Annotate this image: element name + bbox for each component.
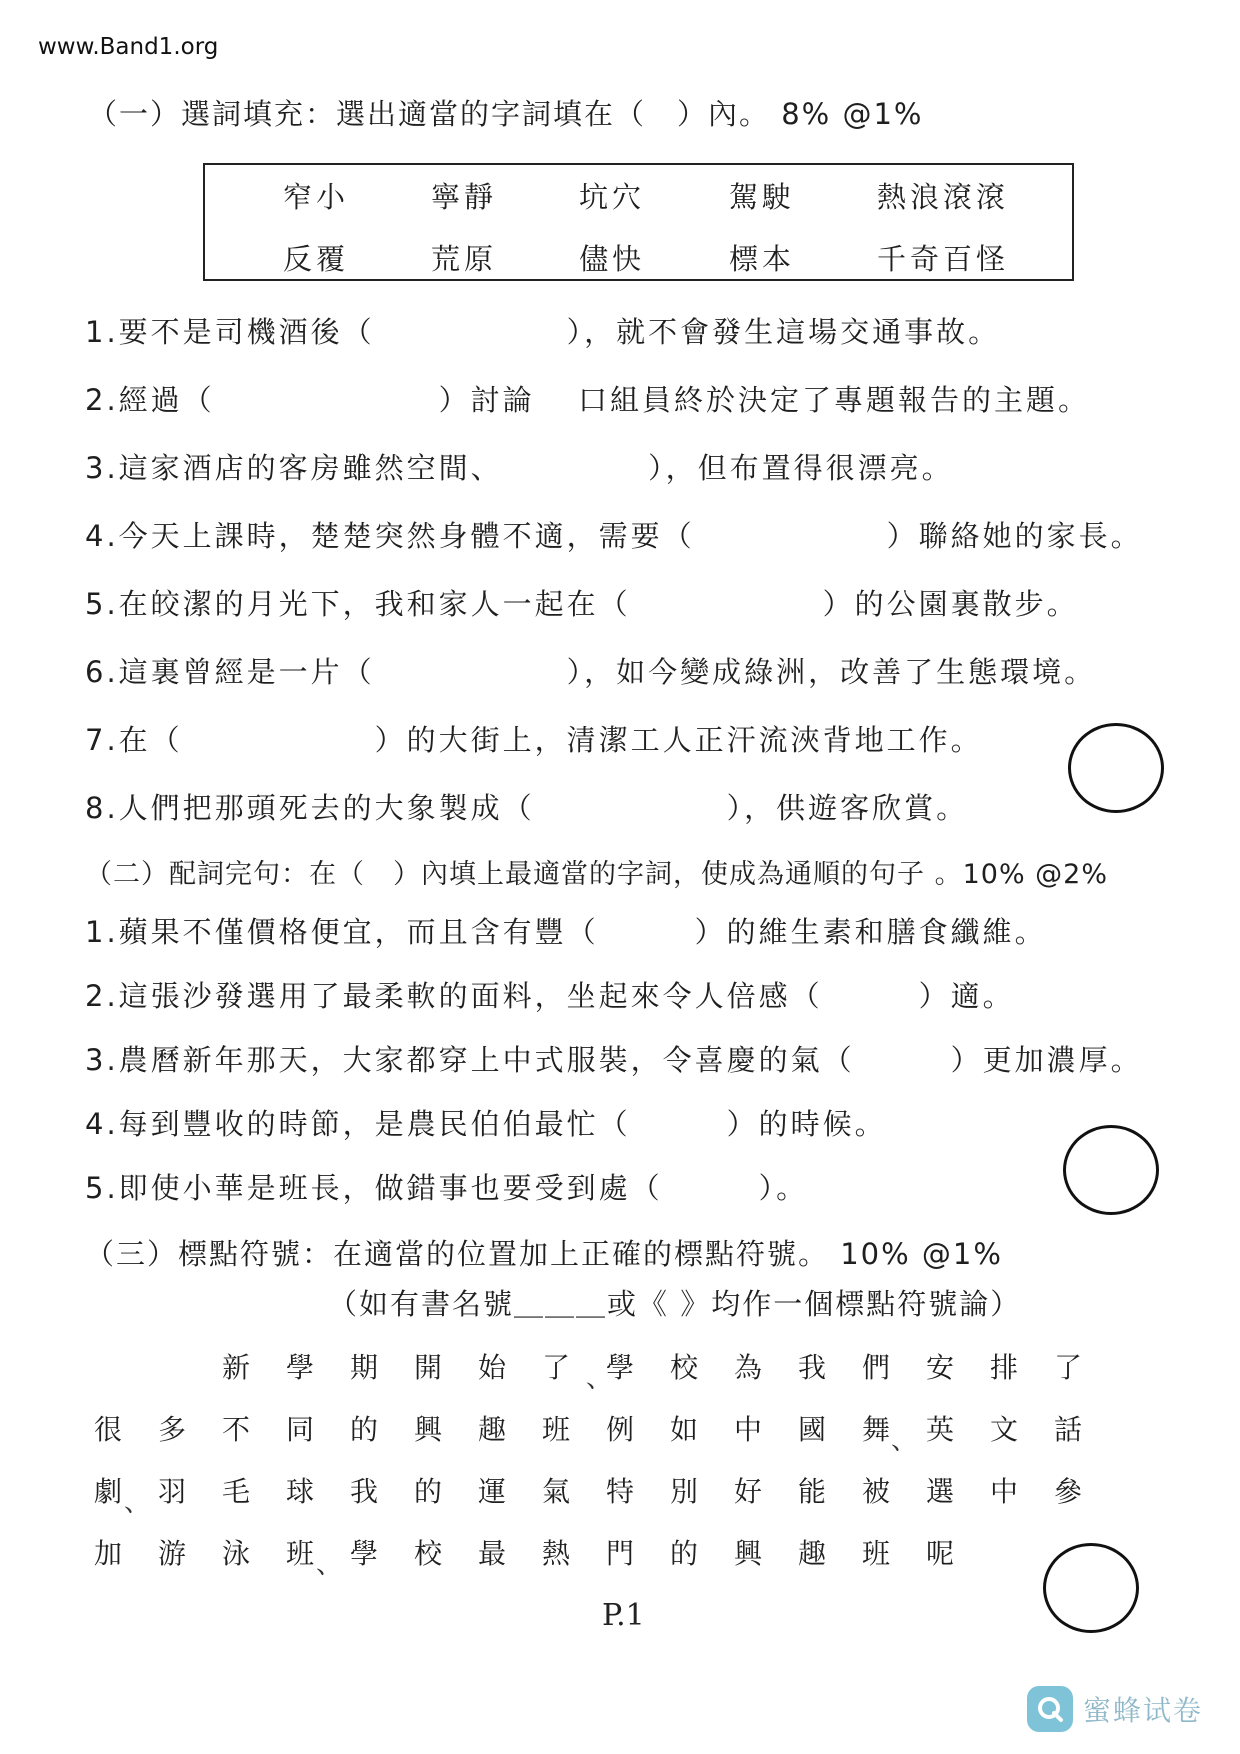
grid-char: 學 (349, 1537, 378, 1570)
word-bank-item: 反覆 (283, 242, 350, 276)
word-bank-item: 窄小 (283, 180, 350, 214)
s1-question-2-tail: 口組員終於決定了專題報告的主題。 (578, 383, 1091, 417)
s2-question-5: 5.即使小華是班長，做錯事也要受到處（ ）。 (85, 1171, 809, 1205)
punctuation-row (88, 1470, 1088, 1518)
grid-char: 始 (477, 1351, 506, 1384)
grid-char: 英 (925, 1413, 954, 1446)
grid-char: 呢 (925, 1537, 954, 1570)
grid-char: 為 (733, 1351, 762, 1384)
grid-char: 開 (413, 1351, 442, 1384)
grid-char: 中 (989, 1475, 1018, 1508)
grid-char: 班 (861, 1537, 890, 1570)
grid-char: 了 (541, 1351, 570, 1384)
grid-char: 文 (989, 1413, 1018, 1446)
word-bank-item: 儘快 (579, 242, 646, 276)
s2-question-4: 4.每到豐收的時節，是農民伯伯最忙（ ）的時候。 (85, 1107, 887, 1141)
grid-char: 排 (989, 1351, 1018, 1384)
grid-char: 門 (605, 1537, 634, 1570)
word-bank-item: 熱浪滾滾 (877, 180, 1010, 214)
word-bank-item: 千奇百怪 (877, 242, 1010, 276)
grid-char: 興 (413, 1413, 442, 1446)
grid-char: 的 (413, 1475, 442, 1508)
grid-char: 參 (1053, 1475, 1082, 1508)
source-url[interactable]: www.Band1.org (38, 34, 219, 60)
grid-char: 校 (413, 1537, 442, 1570)
word-bank-item: 坑穴 (579, 180, 646, 214)
grid-char: 毛 (221, 1475, 250, 1508)
grid-char: 不 (221, 1413, 250, 1446)
grid-char: 趣 (477, 1413, 506, 1446)
grid-char: 話 (1053, 1413, 1082, 1446)
word-bank-item: 寧靜 (431, 180, 498, 214)
word-bank-item: 荒原 (431, 242, 498, 276)
grid-char: 劇 (93, 1475, 122, 1508)
logo-text: 蜜蜂试卷 (1083, 1694, 1204, 1727)
grid-char: 趣 (797, 1537, 826, 1570)
score-circle (1063, 1125, 1159, 1215)
grid-char: 羽 (157, 1475, 186, 1508)
grid-char: 安 (925, 1351, 954, 1384)
grid-char: 例 (605, 1413, 634, 1446)
grid-char: 如 (669, 1413, 698, 1446)
grid-char: 的 (669, 1537, 698, 1570)
section3-title: （三）標點符號：在適當的位置加上正確的標點符號。 10% @1% (85, 1237, 1003, 1271)
score-circle (1068, 723, 1164, 813)
handwritten-comma-mark: 、 (124, 1488, 151, 1518)
grid-char: 很 (93, 1413, 122, 1446)
grid-char: 熱 (541, 1537, 570, 1570)
grid-char: 學 (285, 1351, 314, 1384)
grid-char: 興 (733, 1537, 762, 1570)
watermark-logo (1027, 1684, 1203, 1734)
handwritten-comma-mark: 、 (316, 1550, 343, 1580)
s1-question-8: 8.人們把那頭死去的大象製成（ ），供遊客欣賞。 (85, 791, 969, 825)
section3-note: （如有書名號＿＿＿或《 》均作一個標點符號論） (328, 1287, 1022, 1321)
grid-char: 我 (349, 1475, 378, 1508)
section1-title: （一）選詞填充：選出適當的字詞填在（ ）內。 8% @1% (88, 97, 924, 131)
handwritten-comma-mark: 、 (891, 1426, 918, 1456)
grid-char: 們 (861, 1351, 890, 1384)
grid-char: 游 (157, 1537, 186, 1570)
punctuation-row (88, 1532, 1088, 1580)
grid-char: 特 (605, 1475, 634, 1508)
s1-question-6: 6.這裏曾經是一片（ ），如今變成綠洲，改善了生態環境。 (85, 655, 1097, 689)
grid-char: 球 (285, 1475, 314, 1508)
grid-char: 學 (605, 1351, 634, 1384)
grid-char: 氣 (541, 1475, 570, 1508)
grid-char: 新 (221, 1351, 250, 1384)
grid-char: 班 (541, 1413, 570, 1446)
punctuation-row (88, 1346, 1088, 1394)
q-logo-icon (1035, 1694, 1065, 1724)
s1-question-4: 4.今天上課時，楚楚突然身體不適，需要（ ）聯絡她的家長。 (85, 519, 1143, 553)
section2-title: （二）配詞完句：在（ ）內填上最適當的字詞，使成為通順的句子 。10% @2% (85, 859, 1109, 890)
grid-char: 被 (861, 1475, 890, 1508)
s1-question-7: 7.在（ ）的大街上，清潔工人正汗流浹背地工作。 (85, 723, 983, 757)
grid-char: 的 (349, 1413, 378, 1446)
s2-question-3: 3.農曆新年那天，大家都穿上中式服裝，令喜慶的氣（ ）更加濃厚。 (85, 1043, 1143, 1077)
grid-char: 舞 (861, 1413, 890, 1446)
grid-char: 好 (733, 1475, 762, 1508)
grid-char: 運 (477, 1475, 506, 1508)
grid-char: 我 (797, 1351, 826, 1384)
grid-char: 加 (93, 1537, 122, 1570)
s2-question-1: 1.蘋果不僅價格便宜，而且含有豐（ ）的維生素和膳食纖維。 (85, 915, 1047, 949)
grid-char: 了 (1053, 1351, 1082, 1384)
word-bank-item: 駕駛 (729, 180, 796, 214)
s1-question-1: 1.要不是司機酒後（ ），就不會發生這場交通事故。 (85, 315, 1001, 349)
grid-char: 期 (349, 1351, 378, 1384)
page-number: P.1 (602, 1598, 645, 1633)
s2-question-2: 2.這張沙發選用了最柔軟的面料，坐起來令人倍感（ ）適。 (85, 979, 1015, 1013)
grid-char: 別 (669, 1475, 698, 1508)
logo-icon (1027, 1686, 1073, 1732)
grid-char: 最 (477, 1537, 506, 1570)
handwritten-comma-mark: 、 (586, 1364, 613, 1394)
grid-char: 國 (797, 1413, 826, 1446)
word-bank (203, 163, 1074, 281)
grid-char: 校 (669, 1351, 698, 1384)
s1-question-2: 2.經過（ ）討論 (85, 383, 535, 417)
grid-char: 泳 (221, 1537, 250, 1570)
grid-char: 選 (925, 1475, 954, 1508)
grid-char: 同 (285, 1413, 314, 1446)
punctuation-row (88, 1408, 1088, 1456)
s1-question-5: 5.在皎潔的月光下，我和家人一起在（ ）的公園裏散步。 (85, 587, 1079, 621)
score-circle (1043, 1543, 1139, 1633)
grid-char: 中 (733, 1413, 762, 1446)
grid-char: 能 (797, 1475, 826, 1508)
grid-char: 班 (285, 1537, 314, 1570)
s1-question-3: 3.這家酒店的客房雖然空間、 ），但布置得很漂亮。 (85, 451, 954, 485)
grid-char: 多 (157, 1413, 186, 1446)
word-bank-item: 標本 (729, 242, 796, 276)
